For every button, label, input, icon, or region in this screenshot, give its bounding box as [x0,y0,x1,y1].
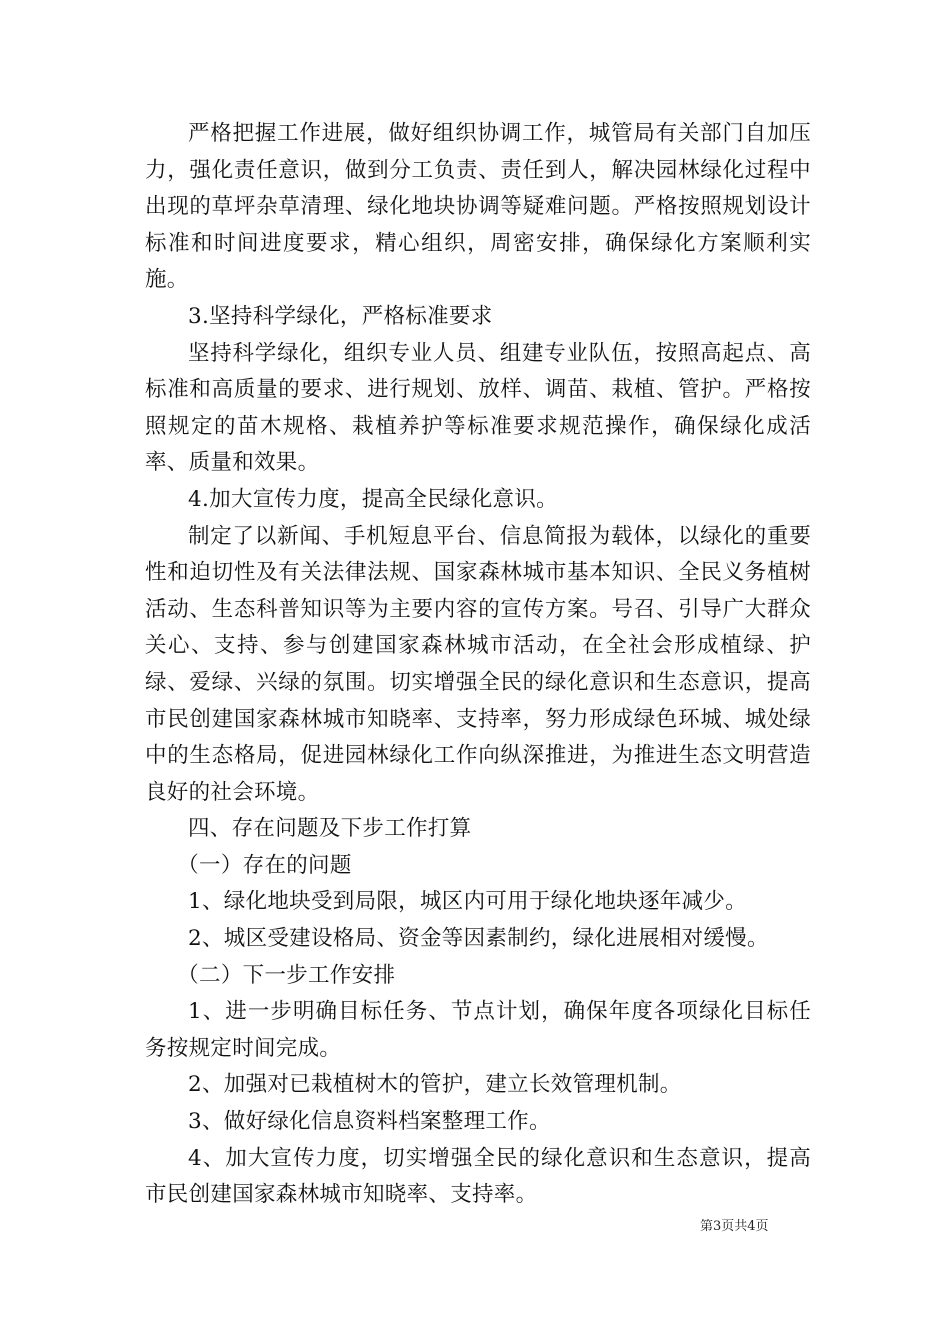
paragraph-problem-1: 1、绿化地块受到局限，城区内可用于绿化地块逐年减少。 [188,889,747,915]
page-number-footer: 第3页共4页 [700,1219,769,1234]
heading-3-scientific-greening: 3.坚持科学绿化，严格标准要求 [188,303,493,329]
paragraph-next-3: 3、做好绿化信息资料档案整理工作。 [188,1109,551,1135]
heading-4-publicity: 4.加大宣传力度，提高全民绿化意识。 [188,486,558,512]
heading-section-4: 四、存在问题及下步工作打算 [188,816,472,842]
paragraph-scientific-greening: 坚持科学绿化，组织专业人员、组建专业队伍，按照高起点、高标准和高质量的要求、进行规划、放样、调苗、栽植、管护。严格按照规定的苗木规格、栽植养护等标准要求规范操作，确保绿化成活率、质量和效果。 [145,340,811,476]
paragraph-progress-control: 严格把握工作进展，做好组织协调工作，城管局有关部门自加压力，强化责任意识，做到分工负责、责任到人，解决园林绿化过程中出现的草坪杂草清理、绿化地块协调等疑难问题。严格按照规划设计标准和时间进度要求，精心组织，周密安排，确保绿化方案顺利实施。 [145,121,811,293]
paragraph-next-4: 4、加大宣传力度，切实增强全民的绿化意识和生态意识，提高市民创建国家森林城市知晓率、支持率。 [145,1145,811,1208]
paragraph-next-1: 1、进一步明确目标任务、节点计划，确保年度各项绿化目标任务按规定时间完成。 [145,999,811,1061]
paragraph-problem-2: 2、城区受建设格局、资金等因素制约，绿化进展相对缓慢。 [188,926,769,952]
heading-existing-problems: （一）存在的问题 [177,852,352,878]
document-body [145,116,811,1214]
paragraph-publicity: 制定了以新闻、手机短息平台、信息简报为载体，以绿化的重要性和迫切性及有关法律法规、国家森林城市基本知识、全民义务植树活动、生态科普知识等为主要内容的宣传方案。号召、引导广大群众关心、支持、参与创建国家森林城市活动，在全社会形成植绿、护绿、爱绿、兴绿的氛围。切实增强全民的绿化意识和生态意识，提高市民创建国家森林城市知晓率、支持率，努力形成绿色环城、城处绿中的生态格局，促进园林绿化工作向纵深推进，为推进生态文明营造良好的社会环境。 [145,523,811,805]
heading-next-steps: （二）下一步工作安排 [177,962,396,988]
paragraph-next-2: 2、加强对已栽植树木的管护，建立长效管理机制。 [188,1072,682,1098]
